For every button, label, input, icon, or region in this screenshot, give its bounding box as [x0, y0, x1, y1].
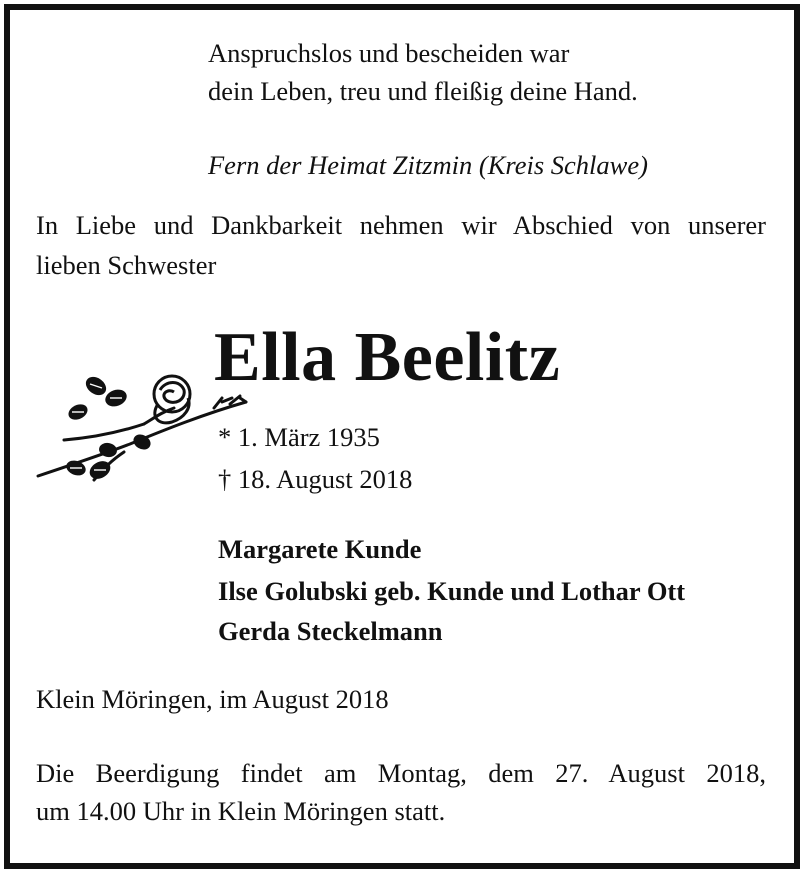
- mourner-3: Gerda Steckelmann: [218, 616, 443, 646]
- birth-date: * 1. März 1935: [218, 422, 380, 452]
- intro-line-2: lieben Schwester: [36, 250, 217, 280]
- poem-line-1: Anspruchslos und bescheiden war: [208, 38, 570, 68]
- place-date: Klein Möringen, im August 2018: [36, 684, 389, 714]
- poem-line-2: dein Leben, treu und fleißig deine Hand.: [208, 76, 638, 106]
- mourner-2: Ilse Golubski geb. Kunde und Lothar Ott: [218, 576, 686, 606]
- funeral-line-2: um 14.00 Uhr in Klein Möringen statt.: [36, 796, 446, 826]
- death-date: † 18. August 2018: [218, 464, 413, 494]
- deceased-name: Ella Beelitz: [214, 319, 561, 396]
- funeral-line-1: Die Beerdigung findet am Montag, dem 27. August 2018,: [36, 758, 766, 788]
- intro-line-1: In Liebe und Dankbarkeit nehmen wir Abschied von unserer: [36, 210, 766, 240]
- mourner-1: Margarete Kunde: [218, 534, 422, 564]
- origin-line: Fern der Heimat Zitzmin (Kreis Schlawe): [208, 150, 648, 180]
